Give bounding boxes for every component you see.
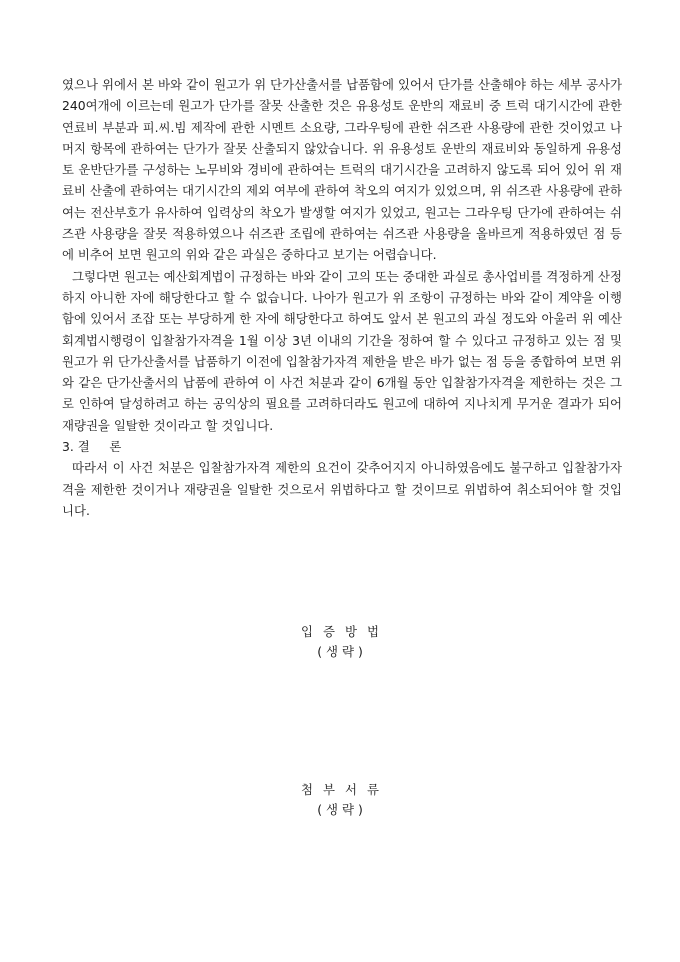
document-body	[62, 74, 622, 521]
body-paragraph-3: 따라서 이 사건 처분은 입찰참가자격 제한의 요건이 갖추어지지 아니하였음에도 불구하고 입찰참가자격을 제한한 것이거나 재량권을 일탈한 것으로서 위법하다고 할 것이므로 위법하여 취소되어야 할 것입니다.	[62, 460, 622, 518]
evidence-title: 입증방법	[301, 624, 389, 639]
evidence-section	[0, 622, 680, 662]
body-paragraph-1: 였으나 위에서 본 바와 같이 원고가 위 단가산출서를 납품함에 있어서 단가를 산출해야 하는 세부 공사가 240여개에 이르는데 원고가 단가를 잘못 산출한 것은 유용성토 운반의 재료비 중 트럭 대기시간에 관한 연료비 부분과 피.씨.빔 제작에 관한 시멘트 소요량, 그라우팅에 관한 쉬즈관 사용량에 관한 것이었고 나머지 항목에 관하여는 단가가 잘못 산출되지 않았습니다. 위 유용성토 운반의 재료비와 동일하게 유용성토 운반단가를 구성하는 노무비와 경비에 관하여는 트럭의 대기시간을 고려하지 않도록 되어 있어 위 재료비 산출에 관하여는 대기시간의 제외 여부에 관하여 착오의 여지가 있었으며, 위 쉬즈관 사용량에 관하여는 전산부호가 유사하여 입력상의 착오가 발생할 여지가 있었고, 원고는 그라우팅 단가에 관하여는 쉬즈관 사용량을 잘못 적용하였으나 쉬즈관 조립에 관하여는 쉬즈관 사용량을 올바르게 적용하였던 점 등에 비추어 보면 원고의 위와 같은 과실은 중하다고 보기는 어렵습니다.	[62, 77, 622, 263]
attachments-section	[0, 780, 680, 820]
attachments-note: (생략)	[317, 802, 367, 817]
section-heading-conclusion: 3. 결 론	[62, 439, 122, 455]
evidence-note: (생략)	[317, 644, 367, 659]
attachments-title: 첨부서류	[301, 782, 389, 797]
body-paragraph-2: 그렇다면 원고는 예산회계법이 규정하는 바와 같이 고의 또는 중대한 과실로 총사업비를 격정하게 산정하지 아니한 자에 해당한다고 할 수 없습니다. 나아가 원고가 위 조항이 규정하는 바와 같이 계약을 이행함에 있어서 조잡 또는 부당하게 한 자에 해당한다고 하여도 앞서 본 원고의 과실 정도와 아울러 위 예산회계법시행령이 입찰참가자격을 1월 이상 3년 이내의 기간을 정하여 할 수 있다고 규정하고 있는 점 및 원고가 위 단가산출서를 납품하기 이전에 입찰참가자격 제한을 받은 바가 없는 점 등을 종합하여 보면 위와 같은 단가산출서의 납품에 관하여 이 사건 처분과 같이 6개월 동안 입찰참가자격을 제한하는 것은 그로 인하여 달성하려고 하는 공익상의 필요를 고려하더라도 원고에 대하여 지나치게 무거운 결과가 되어 재량권을 일탈한 것이라고 할 것입니다.	[62, 268, 622, 433]
